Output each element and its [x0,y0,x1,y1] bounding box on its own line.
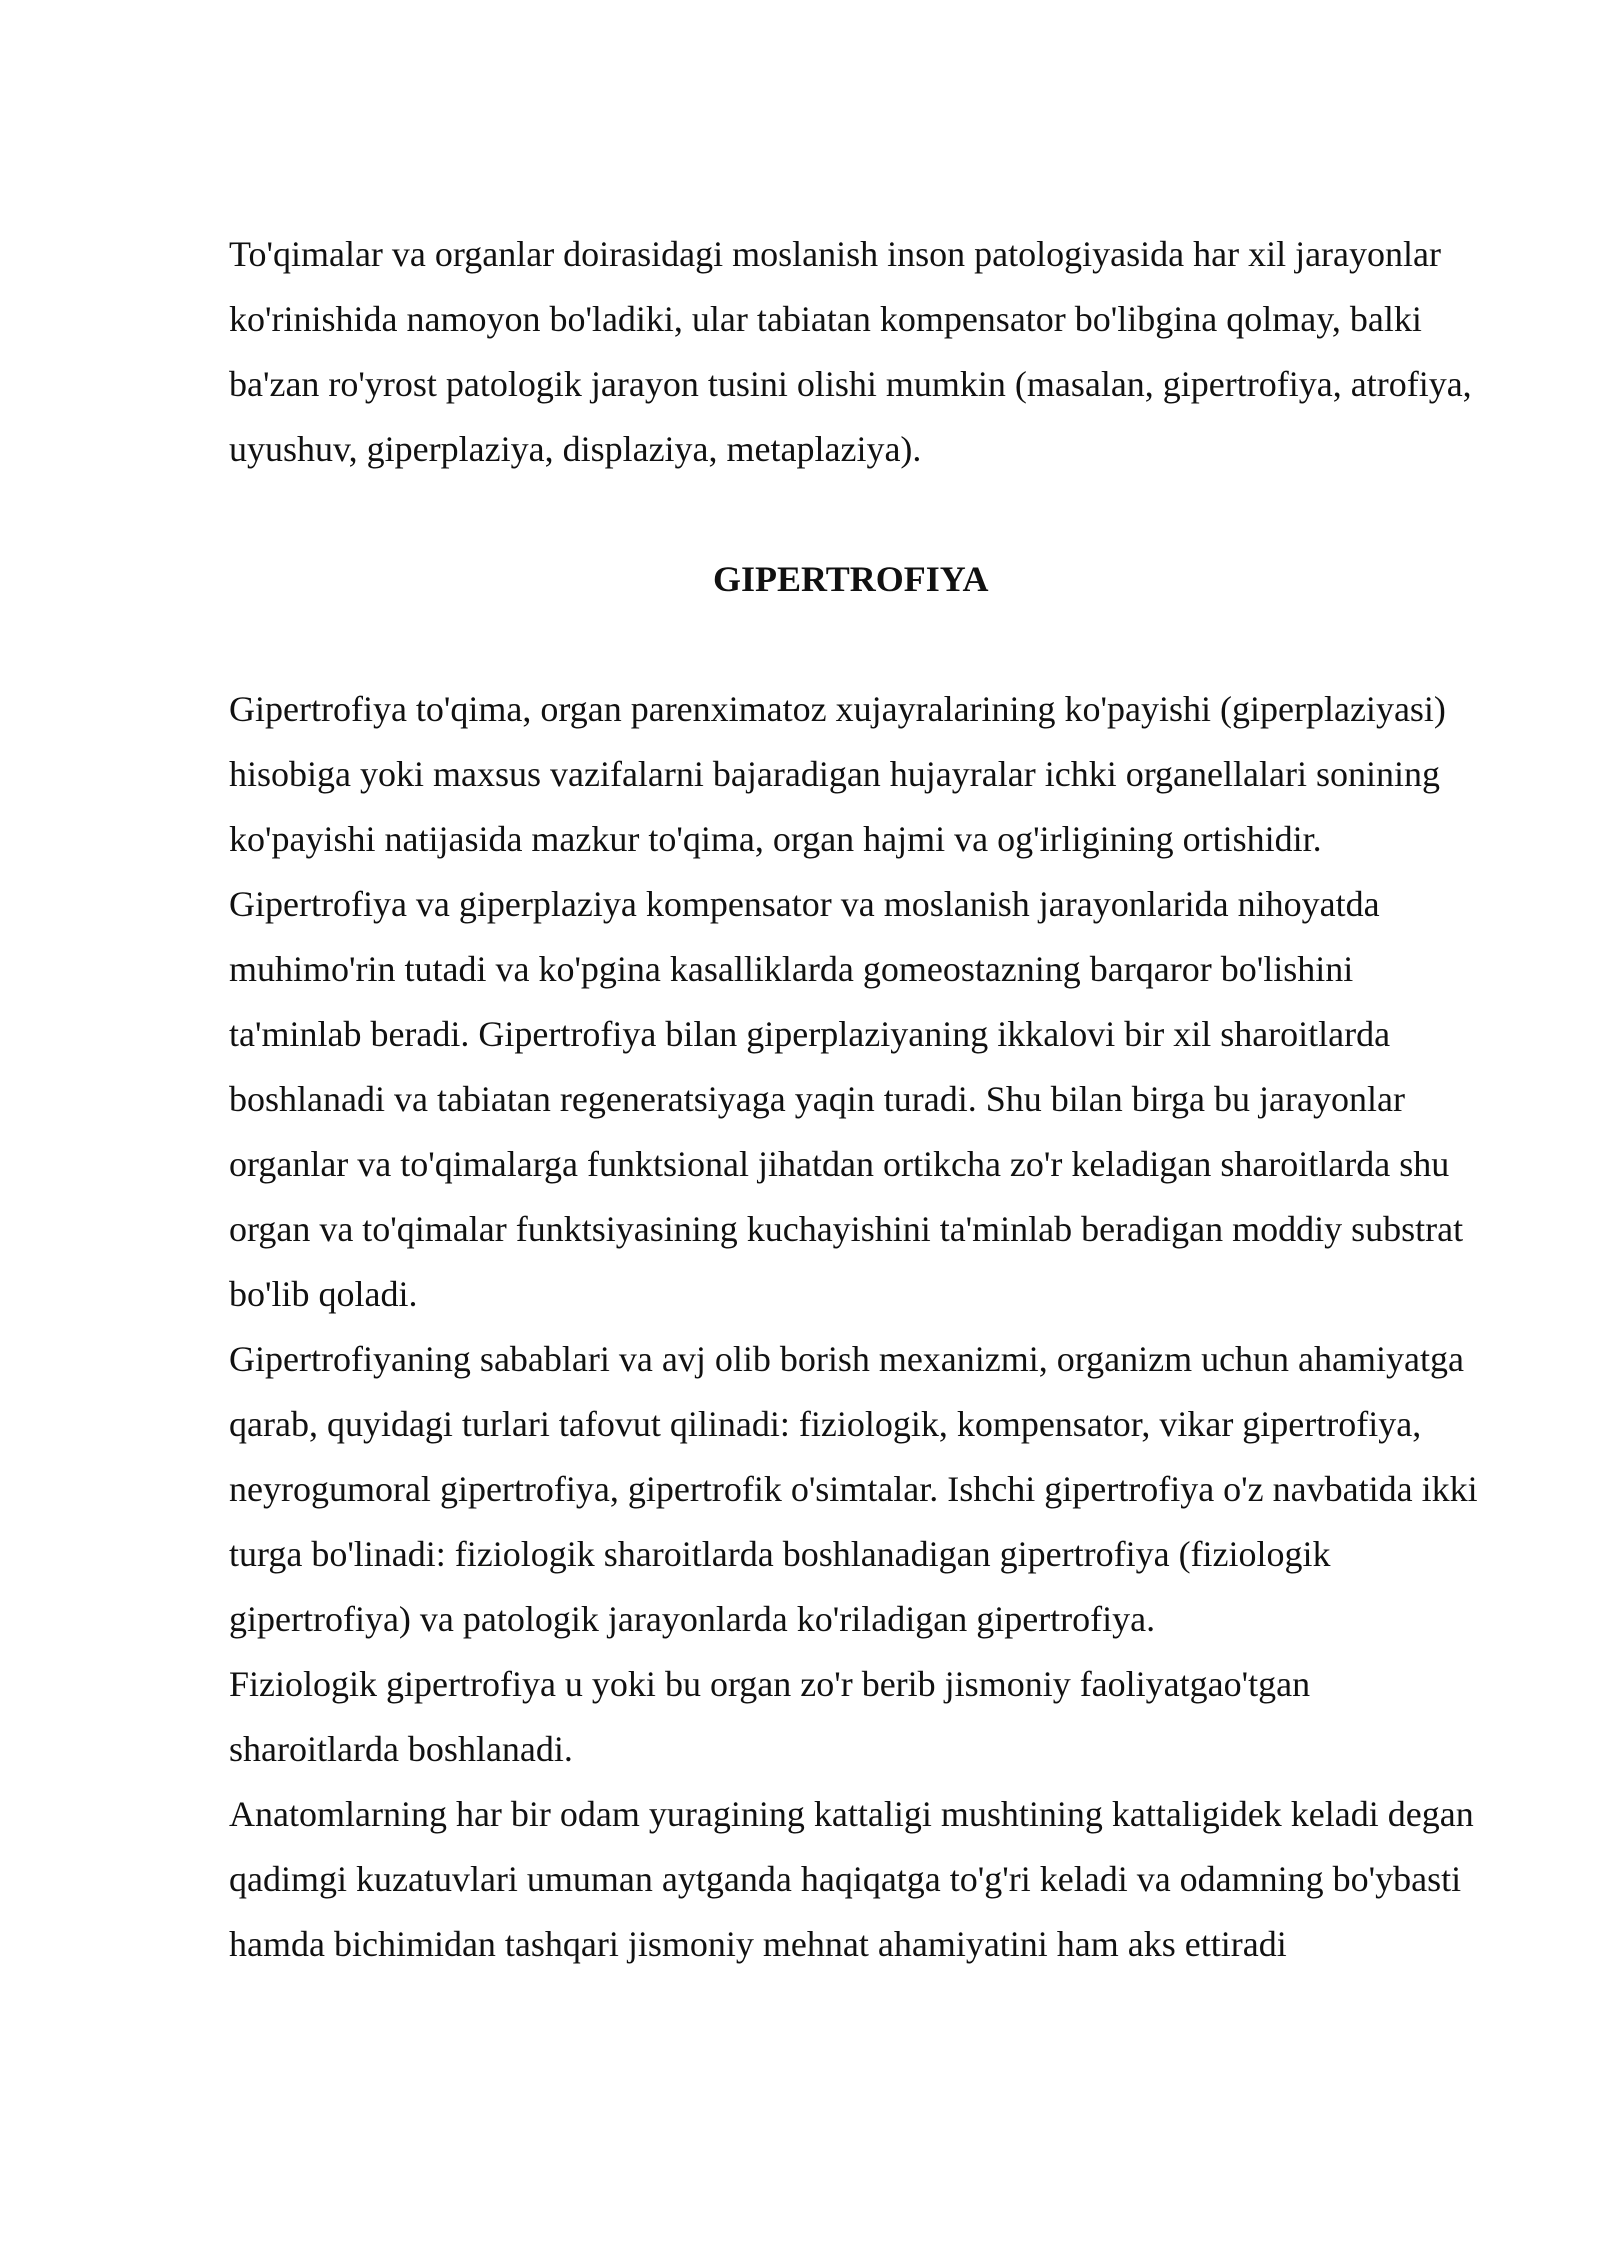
document-body [229,222,1489,1977]
body-paragraph-5: Anatomlarning har bir odam yuragining kattaligi mushtining kattaligidek keladi degan qadimgi kuzatuvlari umuman aytganda haqiqatga to'g'ri keladi va odamning bo'ybasti hamda bichimidan tashqari jismoniy mehnat ahamiyatini ham aks ettiradi [229,1794,1474,1964]
body-paragraph-4: Fiziologik gipertrofiya u yoki bu organ zo'r berib jismoniy faoliyatgao'tgan sharoitlarda boshlanadi. [229,1664,1311,1769]
body-paragraph-3: Gipertrofiyaning sabablari va avj olib borish mexanizmi, organizm uchun ahamiyatga qarab, quyidagi turlari tafovut qilinadi: fiziologik, kompensator, vikar gipertrofiya, neyrogumoral gipertrofiya, gipertrofik o'simtalar. Ishchi gipertrofiya o'z navbatida ikki turga bo'linadi: fiziologik sharoitlarda boshlanadigan gipertrofiya (fiziologik gipertrofiya) va patologik jarayonlarda ko'riladigan gipertrofiya. [229,1339,1478,1639]
body-paragraph-2: Gipertrofiya va giperplaziya kompensator va moslanish jarayonlarida nihoyatda muhimo'rin tutadi va ko'pgina kasalliklarda gomeostazning barqaror bo'lishini ta'minlab beradi. Gipertrofiya bilan giperplaziyaning ikkalovi bir xil sharoitlarda boshlanadi va tabiatan regeneratsiyaga yaqin turadi. Shu bilan birga bu jarayonlar organlar va to'qimalarga funktsional jihatdan ortikcha zo'r keladigan sharoitlarda shu organ va to'qimalar funktsiyasining kuchayishini ta'minlab beradigan moddiy substrat bo'lib qoladi. [229,884,1464,1314]
intro-paragraph: To'qimalar va organlar doirasidagi moslanish inson patologiyasida har xil jarayonlar ko'rinishida namoyon bo'ladiki, ular tabiatan kompensator bo'libgina qolmay, balki ba'zan ro'yrost patologik jarayon tusini olishi mumkin (masalan, gipertrofiya, atrofiya, uyushuv, giperplaziya, displaziya, metaplaziya). [229,234,1472,469]
section-heading: GIPERTROFIYA [713,559,989,599]
body-paragraph-1: Gipertrofiya to'qima, organ parenximatoz xujayralarining ko'payishi (giperplaziyasi) hisobiga yoki maxsus vazifalarni bajaradigan hujayralar ichki organellalari sonining ko'payishi natijasida mazkur to'qima, organ hajmi va og'irligining ortishidir. [229,689,1446,859]
heading-spacer [229,612,1489,677]
